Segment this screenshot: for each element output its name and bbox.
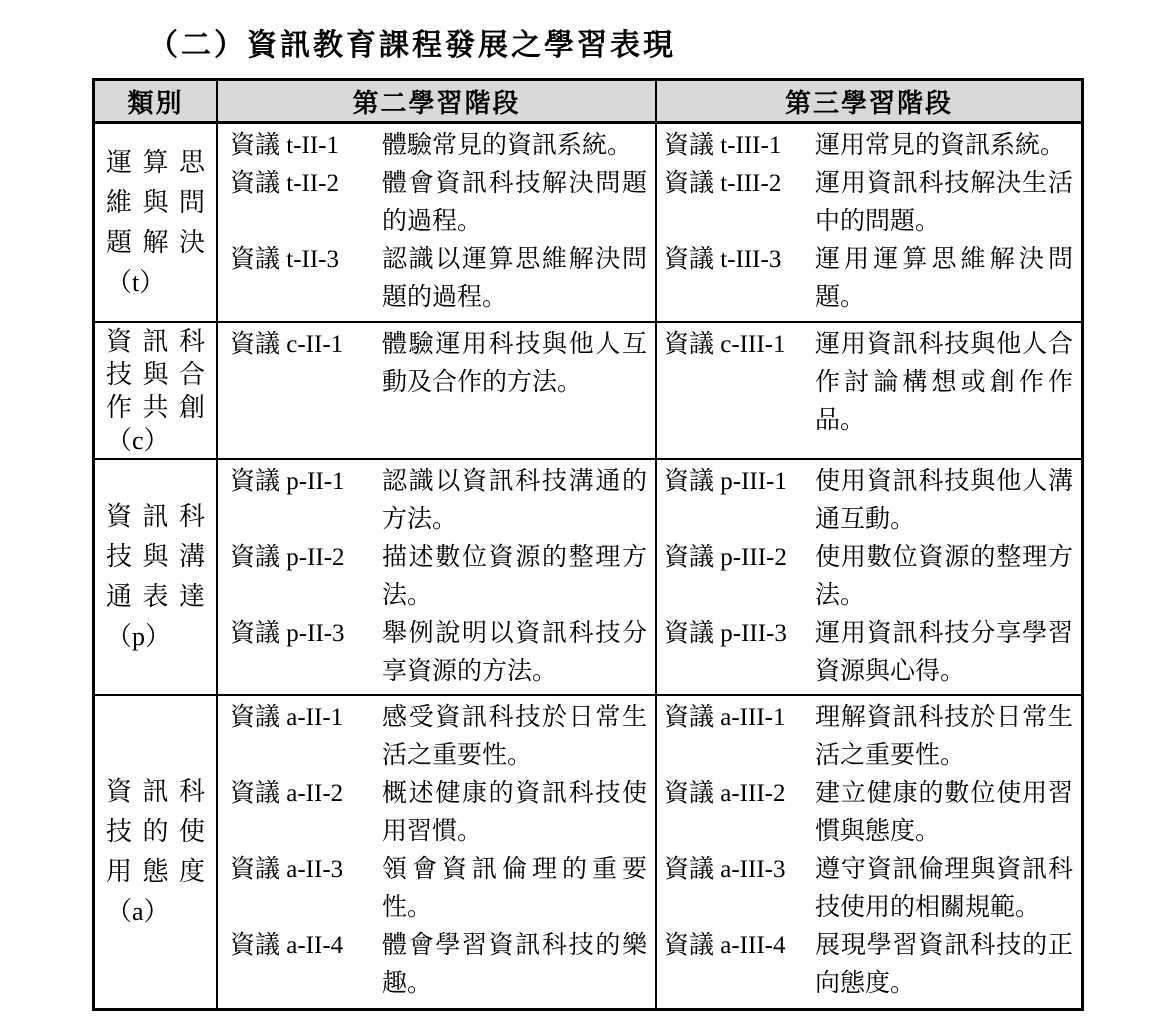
item-code: 資議 a-III-3 bbox=[664, 856, 786, 883]
learning-item bbox=[230, 615, 647, 691]
item-text: 運用資訊科技分享學習資源與心得。 bbox=[815, 620, 1073, 685]
category-line: 資訊科 bbox=[106, 777, 205, 806]
category-line: 通表達 bbox=[106, 582, 205, 611]
learning-item bbox=[664, 699, 1073, 775]
stage2-cell-c bbox=[218, 323, 657, 460]
learning-item bbox=[230, 241, 647, 317]
category-cell-p bbox=[95, 460, 218, 696]
item-code: 資議 a-II-4 bbox=[230, 932, 344, 959]
stage3-cell-c bbox=[657, 323, 1081, 460]
item-text: 展現學習資訊科技的正向態度。 bbox=[815, 932, 1073, 997]
item-text: 理解資訊科技於日常生活之重要性。 bbox=[815, 704, 1073, 769]
item-text: 運用資訊科技解決生活中的問題。 bbox=[815, 170, 1073, 235]
learning-item bbox=[664, 775, 1073, 851]
stage3-cell-t bbox=[657, 124, 1081, 323]
header-cell-category: 類別 bbox=[95, 81, 218, 124]
category-line: 用態度 bbox=[106, 857, 205, 886]
item-code: 資議 c-III-1 bbox=[664, 331, 786, 358]
stage2-cell-p bbox=[218, 460, 657, 696]
item-code: 資議 a-II-3 bbox=[230, 856, 344, 883]
category-line: 維與問 bbox=[106, 187, 205, 217]
item-code: 資議 t-II-2 bbox=[230, 170, 339, 197]
learning-item bbox=[230, 927, 647, 1003]
learning-item bbox=[664, 539, 1073, 615]
item-text: 認識以資訊科技溝通的方法。 bbox=[382, 468, 647, 533]
category-line: 作共創 bbox=[106, 392, 205, 422]
item-code: 資議 t-III-1 bbox=[664, 132, 782, 159]
stage3-cell-p bbox=[657, 460, 1081, 696]
learning-item bbox=[230, 326, 647, 402]
category-line: 題解決 bbox=[106, 227, 205, 257]
item-code: 資議 p-III-1 bbox=[664, 468, 787, 495]
item-text: 體驗運用科技與他人互動及合作的方法。 bbox=[382, 331, 647, 396]
item-code: 資議 p-III-3 bbox=[664, 620, 787, 647]
item-text: 概述健康的資訊科技使用習慣。 bbox=[382, 780, 647, 845]
learning-item bbox=[230, 127, 647, 165]
item-text: 體會學習資訊科技的樂趣。 bbox=[382, 932, 647, 997]
category-cell-t bbox=[95, 124, 218, 323]
item-code: 資議 a-II-1 bbox=[230, 704, 344, 731]
item-code: 資議 t-III-2 bbox=[664, 170, 782, 197]
learning-item bbox=[664, 241, 1073, 317]
item-text: 舉例說明以資訊科技分享資源的方法。 bbox=[382, 620, 647, 685]
header-cell-stage2: 第二學習階段 bbox=[218, 81, 657, 124]
item-text: 感受資訊科技於日常生活之重要性。 bbox=[382, 704, 647, 769]
category-line: 技的使 bbox=[106, 817, 205, 846]
item-text: 描述數位資源的整理方法。 bbox=[382, 544, 647, 609]
learning-item bbox=[664, 165, 1073, 241]
item-text: 運用資訊科技與他人合作討論構想或創作作品。 bbox=[815, 331, 1073, 434]
item-code: 資議 t-II-3 bbox=[230, 246, 339, 273]
item-code: 資議 a-III-4 bbox=[664, 932, 786, 959]
item-code: 資議 p-II-3 bbox=[230, 620, 345, 647]
item-text: 遵守資訊倫理與資訊科技使用的相關規範。 bbox=[815, 856, 1073, 921]
learning-performance-table bbox=[92, 78, 1084, 1011]
learning-item bbox=[664, 127, 1073, 165]
learning-item bbox=[664, 326, 1073, 440]
section-title: （二）資訊教育課程發展之學習表現 bbox=[148, 29, 676, 62]
item-code: 資議 p-III-2 bbox=[664, 544, 787, 571]
learning-item bbox=[230, 539, 647, 615]
category-line: （a） bbox=[106, 897, 170, 926]
category-cell-c bbox=[95, 323, 218, 460]
item-code: 資議 t-III-3 bbox=[664, 246, 782, 273]
category-line: 資訊科 bbox=[106, 502, 205, 531]
stage3-cell-a bbox=[657, 696, 1081, 1008]
category-line: （p） bbox=[106, 622, 172, 651]
learning-item bbox=[664, 615, 1073, 691]
learning-item bbox=[664, 463, 1073, 539]
learning-item bbox=[230, 165, 647, 241]
learning-item bbox=[230, 851, 647, 927]
category-line: 技與溝 bbox=[106, 542, 205, 571]
category-line: 資訊科 bbox=[106, 326, 205, 356]
item-text: 領會資訊倫理的重要性。 bbox=[382, 856, 647, 921]
item-code: 資議 a-II-2 bbox=[230, 780, 344, 807]
learning-item bbox=[664, 851, 1073, 927]
learning-item bbox=[664, 927, 1073, 1003]
item-code: 資議 a-III-1 bbox=[664, 704, 786, 731]
item-text: 運用運算思維解決問題。 bbox=[815, 246, 1073, 311]
learning-item bbox=[230, 699, 647, 775]
item-text: 使用數位資源的整理方法。 bbox=[815, 544, 1073, 609]
item-code: 資議 p-II-2 bbox=[230, 544, 345, 571]
item-code: 資議 t-II-1 bbox=[230, 132, 339, 159]
category-line: 運算思 bbox=[106, 147, 205, 177]
learning-item bbox=[230, 463, 647, 539]
item-text: 建立健康的數位使用習慣與態度。 bbox=[815, 780, 1073, 845]
category-line: （c） bbox=[106, 425, 170, 455]
item-text: 體會資訊科技解決問題的過程。 bbox=[382, 170, 647, 235]
category-line: （t） bbox=[106, 267, 166, 297]
item-text: 體驗常見的資訊系統。 bbox=[382, 132, 633, 159]
item-text: 認識以運算思維解決問題的過程。 bbox=[382, 246, 647, 311]
item-code: 資議 a-III-2 bbox=[664, 780, 786, 807]
category-line: 技與合 bbox=[106, 359, 205, 389]
item-code: 資議 p-II-1 bbox=[230, 468, 345, 495]
learning-item bbox=[230, 775, 647, 851]
item-code: 資議 c-II-1 bbox=[230, 331, 344, 358]
item-text: 運用常見的資訊系統。 bbox=[815, 132, 1066, 159]
header-cell-stage3: 第三學習階段 bbox=[657, 81, 1081, 124]
category-cell-a bbox=[95, 696, 218, 1008]
stage2-cell-a bbox=[218, 696, 657, 1008]
item-text: 使用資訊科技與他人溝通互動。 bbox=[815, 468, 1073, 533]
stage2-cell-t bbox=[218, 124, 657, 323]
